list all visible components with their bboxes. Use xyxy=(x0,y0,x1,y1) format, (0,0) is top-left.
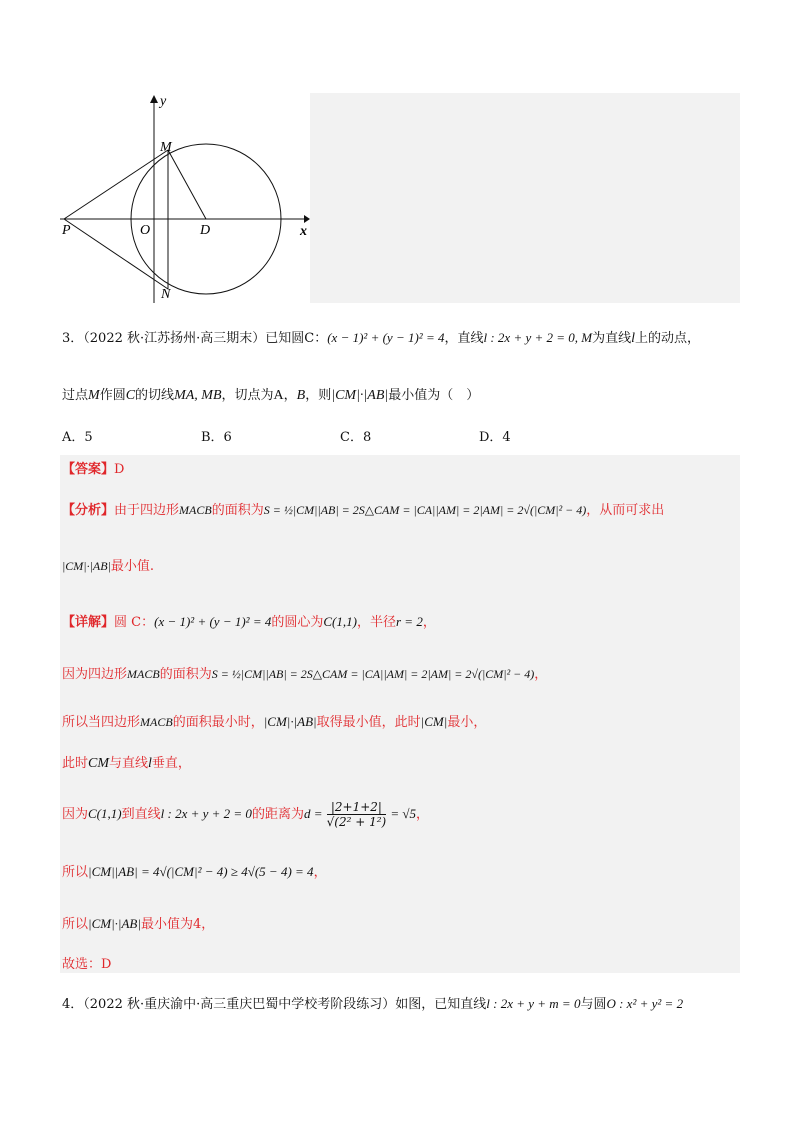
q3-mid2: 为直线 xyxy=(592,331,632,346)
geometry-figure xyxy=(60,93,310,303)
tangent-pn xyxy=(64,219,168,289)
q3-expr: |CM|·|AB| xyxy=(331,388,389,403)
detail-l7-a: 所以 xyxy=(62,917,89,932)
label-n: N xyxy=(161,287,171,302)
label-x: x xyxy=(300,224,307,239)
answer-line xyxy=(62,460,124,480)
q4-mid: 与圆 xyxy=(580,997,607,1012)
detail-tag: 【详解】 xyxy=(62,615,115,630)
q3-option-d[interactable]: D．4 xyxy=(479,430,511,445)
analysis-tag: 【分析】 xyxy=(62,503,115,518)
q4-source: （2022 秋·重庆渝中·高三重庆巴蜀中学校考阶段练习）如图，已知直线 xyxy=(83,997,487,1012)
dist-den: √(2² + 1²) xyxy=(326,815,387,829)
label-m: M xyxy=(160,140,172,155)
detail-l6-a: 所以 xyxy=(62,865,89,880)
analysis-d2: 最小值. xyxy=(110,559,154,574)
tangent-pm xyxy=(64,150,168,219)
detail-center: C(1,1) xyxy=(323,614,357,629)
q3-circle-name: C： xyxy=(304,331,328,346)
q3-mid3: 上的动点， xyxy=(635,331,701,346)
q3-circle-eq: (x − 1)² + (y − 1)² = 4 xyxy=(327,330,445,345)
detail-l4-c: 垂直， xyxy=(151,756,191,771)
dist-lhs: d = xyxy=(303,806,323,821)
detail-l4-b: 与直线 xyxy=(109,756,149,771)
detail-c: ，半径 xyxy=(356,615,396,630)
analysis-a: 由于四边形 xyxy=(114,503,180,518)
detail-l5-c2: 的距离为 xyxy=(251,807,304,822)
detail-line1 xyxy=(62,612,436,633)
q3-l2-c: 的切线 xyxy=(135,388,175,403)
dist-num: |2+1+2| xyxy=(327,800,387,815)
q3-l2-f: 最小值为（ ） xyxy=(388,388,480,403)
detail-l5-center: C(1,1) xyxy=(88,806,122,821)
detail-l3-b: 的面积最小时， xyxy=(172,715,264,730)
detail-l7-b: 最小值为4， xyxy=(140,917,215,932)
analysis-line2 xyxy=(62,556,154,577)
detail-l3-d: 最小， xyxy=(447,715,487,730)
detail-radius: r = 2 xyxy=(395,614,423,629)
detail-b: 的圆心为 xyxy=(271,615,324,630)
detail-l2-end: ， xyxy=(534,667,548,682)
q3-l: l xyxy=(631,331,636,346)
q3-source: （2022 秋·江苏扬州·高三期末）已知圆 xyxy=(83,331,305,346)
detail-l4-cm: CM xyxy=(88,756,110,771)
detail-line2 xyxy=(62,664,547,685)
detail-l5-a: 因为 xyxy=(62,807,89,822)
q3-option-c[interactable]: C．8 xyxy=(340,430,372,445)
label-d: D xyxy=(200,223,211,238)
q4-line-eq: l : 2x + y + m = 0 xyxy=(486,996,581,1011)
analysis-b: 的面积为 xyxy=(211,503,264,518)
detail-line6 xyxy=(62,862,327,883)
q4-line1 xyxy=(62,994,683,1015)
detail-l3-macb: MACB xyxy=(140,715,173,729)
q3-line1 xyxy=(62,328,700,349)
detail-l2-a: 因为四边形 xyxy=(62,667,128,682)
detail-l7-expr: |CM|·|AB| xyxy=(88,916,141,931)
answer-tag: 【答案】 xyxy=(62,462,115,477)
y-axis-arrow xyxy=(150,95,158,103)
detail-l5-b: 到直线 xyxy=(121,807,161,822)
q4-circle-eq: O : x² + y² = 2 xyxy=(606,996,684,1011)
analysis-expr: |CM|·|AB| xyxy=(62,559,111,573)
q3-line-eq: l : 2x + y + 2 = 0, M xyxy=(483,330,593,345)
detail-d: ， xyxy=(422,615,436,630)
detail-a: 圆 C： xyxy=(114,615,155,630)
detail-line7 xyxy=(62,914,214,935)
detail-l3-a: 所以当四边形 xyxy=(62,715,141,730)
detail-l6-eq: |CM||AB| = 4√(|CM|² − 4) ≥ 4√(5 − 4) = 4 xyxy=(88,864,314,879)
x-axis-arrow xyxy=(304,215,310,223)
q3-a: A xyxy=(273,388,284,403)
q3-l2-b: 作圆 xyxy=(99,388,126,403)
detail-l4-a: 此时 xyxy=(62,756,89,771)
q3-number: 3． xyxy=(62,331,84,346)
answer-value: D xyxy=(114,462,125,477)
q3-option-a[interactable]: A．5 xyxy=(62,430,93,445)
detail-l3-expr: |CM|·|AB| xyxy=(263,714,317,729)
detail-l6-end: ， xyxy=(313,865,327,880)
detail-l3-c: 取得最小值，此时 xyxy=(316,715,421,730)
analysis-line xyxy=(62,500,664,521)
q3-l2-a: 过点 xyxy=(62,388,89,403)
q3-l2-e: ，则 xyxy=(305,388,332,403)
detail-l2-eq: S = ½|CM||AB| = 2S△CAM = |CA||AM| = 2|AM| = 2√(|CM|² − 4) xyxy=(211,667,535,681)
q3-b: B xyxy=(296,388,306,403)
segment-md xyxy=(168,150,206,219)
analysis-c: ，从而可求出 xyxy=(586,503,665,518)
q4-number: 4． xyxy=(62,997,84,1012)
detail-line4 xyxy=(62,754,191,774)
detail-l2-macb: MACB xyxy=(127,667,160,681)
q3-tangents: MA, MB xyxy=(174,388,222,403)
detail-l2-b: 的面积为 xyxy=(159,667,212,682)
q3-comma: ， xyxy=(283,388,297,403)
q3-line2 xyxy=(62,386,479,406)
q3-option-b[interactable]: B．6 xyxy=(201,430,232,445)
dist-rhs: = √5 xyxy=(390,806,417,821)
detail-l4-l: l xyxy=(148,756,152,771)
detail-line5 xyxy=(62,797,429,832)
dist-fraction xyxy=(327,800,387,829)
detail-l5-end: ， xyxy=(416,807,430,822)
detail-l5-line: l : 2x + y + 2 = 0 xyxy=(160,806,252,821)
q3-c: C xyxy=(125,388,136,403)
detail-line3 xyxy=(62,712,486,733)
label-o: O xyxy=(140,223,151,238)
detail-l3-cm: |CM| xyxy=(420,714,448,729)
q3-l2-d: ，切点为 xyxy=(221,388,274,403)
label-y: y xyxy=(160,94,167,109)
q3-m: M xyxy=(88,388,100,403)
choice-line: 故选：D xyxy=(62,957,112,972)
detail-eq: (x − 1)² + (y − 1)² = 4 xyxy=(154,614,272,629)
analysis-area-eq: S = ½|CM||AB| = 2S△CAM = |CA||AM| = 2|AM| = 2√(|CM|² − 4) xyxy=(263,503,587,517)
analysis-macb: MACB xyxy=(179,503,212,517)
q3-mid1: ，直线 xyxy=(444,331,484,346)
label-p: P xyxy=(62,223,71,238)
